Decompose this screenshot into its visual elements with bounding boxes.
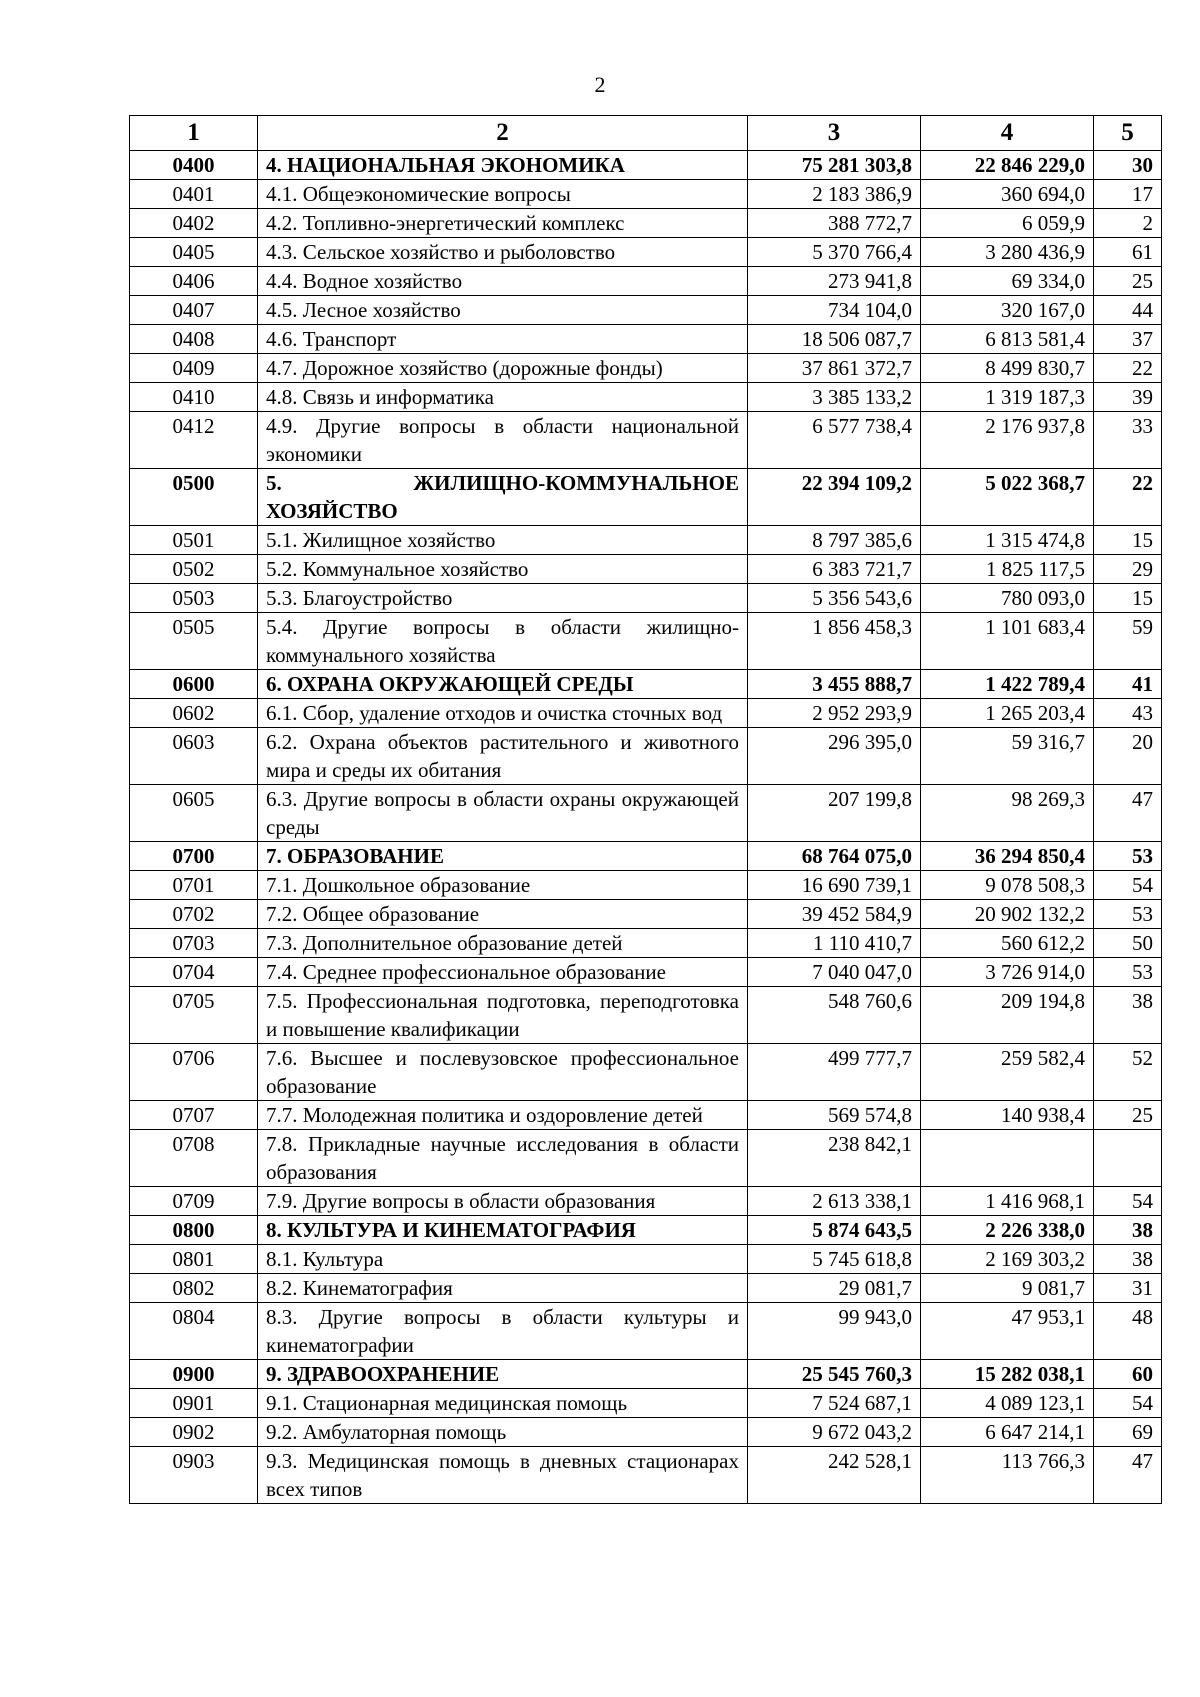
- table-row: [130, 929, 1162, 958]
- row-value-col5: 38: [1094, 1245, 1162, 1274]
- row-name: 4.2. Топливно-энергетический комплекс: [258, 209, 748, 238]
- row-value-col5: 31: [1094, 1274, 1162, 1303]
- table-row: [130, 555, 1162, 584]
- table-row: [130, 1418, 1162, 1447]
- row-value-col4: 47 953,1: [921, 1303, 1094, 1360]
- row-code: 0700: [130, 842, 258, 871]
- row-code: 0801: [130, 1245, 258, 1274]
- table-row: [130, 871, 1162, 900]
- column-header: 1: [130, 116, 258, 151]
- row-name: 7.2. Общее образование: [258, 900, 748, 929]
- row-value-col4: 9 081,7: [921, 1274, 1094, 1303]
- row-value-col5: 29: [1094, 555, 1162, 584]
- row-value-col4: 6 813 581,4: [921, 325, 1094, 354]
- row-value-col5: 50: [1094, 929, 1162, 958]
- table-row: [130, 325, 1162, 354]
- row-value-col4: 22 846 229,0: [921, 151, 1094, 180]
- row-value-col3: 1 856 458,3: [748, 613, 921, 670]
- row-value-col3: 8 797 385,6: [748, 526, 921, 555]
- row-value-col3: 2 183 386,9: [748, 180, 921, 209]
- row-value-col4: 140 938,4: [921, 1101, 1094, 1130]
- row-value-col3: 548 760,6: [748, 987, 921, 1044]
- table-row: [130, 526, 1162, 555]
- row-value-col3: 5 874 643,5: [748, 1216, 921, 1245]
- row-value-col5: 33: [1094, 412, 1162, 469]
- row-value-col4: 9 078 508,3: [921, 871, 1094, 900]
- row-code: 0401: [130, 180, 258, 209]
- table-row: [130, 238, 1162, 267]
- row-code: 0402: [130, 209, 258, 238]
- row-value-col5: 48: [1094, 1303, 1162, 1360]
- table-row: [130, 1130, 1162, 1187]
- row-value-col3: 5 356 543,6: [748, 584, 921, 613]
- row-value-col5: 54: [1094, 1389, 1162, 1418]
- row-value-col3: 37 861 372,7: [748, 354, 921, 383]
- row-value-col4: 69 334,0: [921, 267, 1094, 296]
- row-code: 0410: [130, 383, 258, 412]
- row-code: 0708: [130, 1130, 258, 1187]
- row-value-col3: 734 104,0: [748, 296, 921, 325]
- row-name: 4.7. Дорожное хозяйство (дорожные фонды): [258, 354, 748, 383]
- row-name: 7.5. Профессиональная подготовка, переподготовка и повышение квалификации: [258, 987, 748, 1044]
- row-value-col5: 53: [1094, 900, 1162, 929]
- row-code: 0605: [130, 785, 258, 842]
- column-header: 3: [748, 116, 921, 151]
- row-value-col4: 2 176 937,8: [921, 412, 1094, 469]
- row-value-col3: 18 506 087,7: [748, 325, 921, 354]
- row-code: 0703: [130, 929, 258, 958]
- row-value-col4: [921, 1130, 1094, 1187]
- row-name: 9.2. Амбулаторная помощь: [258, 1418, 748, 1447]
- row-value-col5: 38: [1094, 1216, 1162, 1245]
- row-name: 4. НАЦИОНАЛЬНАЯ ЭКОНОМИКА: [258, 151, 748, 180]
- table-row: [130, 1245, 1162, 1274]
- row-value-col5: 59: [1094, 613, 1162, 670]
- row-code: 0900: [130, 1360, 258, 1389]
- row-value-col5: 61: [1094, 238, 1162, 267]
- row-code: 0903: [130, 1447, 258, 1504]
- row-value-col5: 52: [1094, 1044, 1162, 1101]
- row-value-col4: 780 093,0: [921, 584, 1094, 613]
- row-value-col4: 113 766,3: [921, 1447, 1094, 1504]
- row-code: 0707: [130, 1101, 258, 1130]
- row-value-col5: 22: [1094, 354, 1162, 383]
- row-value-col4: 1 422 789,4: [921, 670, 1094, 699]
- row-value-col4: 259 582,4: [921, 1044, 1094, 1101]
- row-value-col3: 5 745 618,8: [748, 1245, 921, 1274]
- row-code: 0706: [130, 1044, 258, 1101]
- table-row: [130, 842, 1162, 871]
- table-row: [130, 1389, 1162, 1418]
- row-code: 0701: [130, 871, 258, 900]
- table-row: [130, 1447, 1162, 1504]
- row-code: 0600: [130, 670, 258, 699]
- row-name: 8.3. Другие вопросы в области культуры и кинематографии: [258, 1303, 748, 1360]
- row-name: 9.3. Медицинская помощь в дневных стационарах всех типов: [258, 1447, 748, 1504]
- table-row: [130, 1216, 1162, 1245]
- row-value-col3: 296 395,0: [748, 728, 921, 785]
- row-code: 0400: [130, 151, 258, 180]
- row-value-col4: 15 282 038,1: [921, 1360, 1094, 1389]
- row-value-col4: 4 089 123,1: [921, 1389, 1094, 1418]
- row-value-col3: 7 040 047,0: [748, 958, 921, 987]
- table-row: [130, 296, 1162, 325]
- row-value-col4: 560 612,2: [921, 929, 1094, 958]
- table-row: [130, 1101, 1162, 1130]
- row-value-col3: 5 370 766,4: [748, 238, 921, 267]
- row-code: 0602: [130, 699, 258, 728]
- row-value-col4: 59 316,7: [921, 728, 1094, 785]
- row-name: 4.3. Сельское хозяйство и рыболовство: [258, 238, 748, 267]
- row-value-col5: 69: [1094, 1418, 1162, 1447]
- row-code: 0405: [130, 238, 258, 267]
- table-row: [130, 728, 1162, 785]
- row-code: 0409: [130, 354, 258, 383]
- table-row: [130, 1303, 1162, 1360]
- row-name: 6.2. Охрана объектов растительного и животного мира и среды их обитания: [258, 728, 748, 785]
- row-value-col4: 2 169 303,2: [921, 1245, 1094, 1274]
- row-code: 0505: [130, 613, 258, 670]
- row-value-col5: 25: [1094, 1101, 1162, 1130]
- row-value-col3: 29 081,7: [748, 1274, 921, 1303]
- row-value-col3: 22 394 109,2: [748, 469, 921, 526]
- row-value-col4: 209 194,8: [921, 987, 1094, 1044]
- budget-table: [129, 115, 1162, 1504]
- row-value-col5: 41: [1094, 670, 1162, 699]
- table-row: [130, 354, 1162, 383]
- row-code: 0500: [130, 469, 258, 526]
- table-row: [130, 383, 1162, 412]
- table-row: [130, 1187, 1162, 1216]
- row-code: 0704: [130, 958, 258, 987]
- row-value-col4: 1 101 683,4: [921, 613, 1094, 670]
- row-value-col3: 3 385 133,2: [748, 383, 921, 412]
- row-value-col5: 22: [1094, 469, 1162, 526]
- row-name: 8.2. Кинематография: [258, 1274, 748, 1303]
- row-value-col3: 6 383 721,7: [748, 555, 921, 584]
- row-name: 9.1. Стационарная медицинская помощь: [258, 1389, 748, 1418]
- row-value-col3: 68 764 075,0: [748, 842, 921, 871]
- row-value-col5: 25: [1094, 267, 1162, 296]
- row-value-col3: 9 672 043,2: [748, 1418, 921, 1447]
- table-row: [130, 209, 1162, 238]
- table-row: [130, 613, 1162, 670]
- row-value-col3: 238 842,1: [748, 1130, 921, 1187]
- row-value-col5: 43: [1094, 699, 1162, 728]
- row-value-col3: 75 281 303,8: [748, 151, 921, 180]
- row-value-col5: 53: [1094, 842, 1162, 871]
- row-code: 0902: [130, 1418, 258, 1447]
- row-name: 6.3. Другие вопросы в области охраны окружающей среды: [258, 785, 748, 842]
- column-header: 5: [1094, 116, 1162, 151]
- row-name: 8. КУЛЬТУРА И КИНЕМАТОГРАФИЯ: [258, 1216, 748, 1245]
- row-value-col3: 2 952 293,9: [748, 699, 921, 728]
- row-value-col5: 15: [1094, 526, 1162, 555]
- row-value-col3: 7 524 687,1: [748, 1389, 921, 1418]
- row-value-col4: 1 416 968,1: [921, 1187, 1094, 1216]
- row-name: 4.9. Другие вопросы в области национальной экономики: [258, 412, 748, 469]
- row-value-col4: 3 726 914,0: [921, 958, 1094, 987]
- table-row: [130, 1360, 1162, 1389]
- row-code: 0804: [130, 1303, 258, 1360]
- table-row: [130, 469, 1162, 526]
- row-name: 7.9. Другие вопросы в области образования: [258, 1187, 748, 1216]
- row-value-col3: 39 452 584,9: [748, 900, 921, 929]
- row-name: 5.1. Жилищное хозяйство: [258, 526, 748, 555]
- row-value-col5: 47: [1094, 785, 1162, 842]
- row-value-col3: 569 574,8: [748, 1101, 921, 1130]
- table-row: [130, 699, 1162, 728]
- row-code: 0603: [130, 728, 258, 785]
- row-value-col4: 1 319 187,3: [921, 383, 1094, 412]
- row-code: 0502: [130, 555, 258, 584]
- row-value-col4: 1 315 474,8: [921, 526, 1094, 555]
- row-value-col3: 3 455 888,7: [748, 670, 921, 699]
- table-row: [130, 785, 1162, 842]
- row-value-col3: 16 690 739,1: [748, 871, 921, 900]
- row-code: 0901: [130, 1389, 258, 1418]
- row-value-col3: 499 777,7: [748, 1044, 921, 1101]
- row-name: 9. ЗДРАВООХРАНЕНИЕ: [258, 1360, 748, 1389]
- row-value-col5: 54: [1094, 871, 1162, 900]
- row-name: 7.1. Дошкольное образование: [258, 871, 748, 900]
- row-value-col5: 20: [1094, 728, 1162, 785]
- row-name: 8.1. Культура: [258, 1245, 748, 1274]
- row-code: 0406: [130, 267, 258, 296]
- table-row: [130, 900, 1162, 929]
- row-name: 4.4. Водное хозяйство: [258, 267, 748, 296]
- table-row: [130, 267, 1162, 296]
- row-name: 7.6. Высшее и послевузовское профессиональное образование: [258, 1044, 748, 1101]
- row-value-col4: 20 902 132,2: [921, 900, 1094, 929]
- row-code: 0802: [130, 1274, 258, 1303]
- row-value-col4: 2 226 338,0: [921, 1216, 1094, 1245]
- table-row: [130, 584, 1162, 613]
- table-row: [130, 670, 1162, 699]
- row-value-col5: 37: [1094, 325, 1162, 354]
- row-value-col4: 6 059,9: [921, 209, 1094, 238]
- row-code: 0412: [130, 412, 258, 469]
- row-name: 4.8. Связь и информатика: [258, 383, 748, 412]
- row-value-col3: 388 772,7: [748, 209, 921, 238]
- row-name: 6.1. Сбор, удаление отходов и очистка сточных вод: [258, 699, 748, 728]
- row-code: 0503: [130, 584, 258, 613]
- row-name: 5.2. Коммунальное хозяйство: [258, 555, 748, 584]
- row-value-col5: 60: [1094, 1360, 1162, 1389]
- row-code: 0408: [130, 325, 258, 354]
- row-value-col5: 54: [1094, 1187, 1162, 1216]
- row-name: 6. ОХРАНА ОКРУЖАЮЩЕЙ СРЕДЫ: [258, 670, 748, 699]
- row-value-col4: 320 167,0: [921, 296, 1094, 325]
- row-code: 0705: [130, 987, 258, 1044]
- row-value-col4: 36 294 850,4: [921, 842, 1094, 871]
- row-value-col3: 207 199,8: [748, 785, 921, 842]
- table-body: [130, 151, 1162, 1504]
- table-row: [130, 1274, 1162, 1303]
- row-value-col4: 98 269,3: [921, 785, 1094, 842]
- row-value-col5: 30: [1094, 151, 1162, 180]
- row-value-col3: 25 545 760,3: [748, 1360, 921, 1389]
- row-value-col5: 53: [1094, 958, 1162, 987]
- row-value-col5: 17: [1094, 180, 1162, 209]
- table-header-row: [130, 116, 1162, 151]
- row-code: 0407: [130, 296, 258, 325]
- row-value-col5: 15: [1094, 584, 1162, 613]
- row-value-col4: 3 280 436,9: [921, 238, 1094, 267]
- column-header: 2: [258, 116, 748, 151]
- row-value-col3: 99 943,0: [748, 1303, 921, 1360]
- row-value-col5: 2: [1094, 209, 1162, 238]
- row-value-col4: 1 265 203,4: [921, 699, 1094, 728]
- row-value-col3: 2 613 338,1: [748, 1187, 921, 1216]
- row-value-col5: 39: [1094, 383, 1162, 412]
- row-name: 7.8. Прикладные научные исследования в области образования: [258, 1130, 748, 1187]
- row-value-col4: 5 022 368,7: [921, 469, 1094, 526]
- row-value-col4: 8 499 830,7: [921, 354, 1094, 383]
- row-code: 0702: [130, 900, 258, 929]
- row-name: 7. ОБРАЗОВАНИЕ: [258, 842, 748, 871]
- row-value-col3: 6 577 738,4: [748, 412, 921, 469]
- row-value-col4: 1 825 117,5: [921, 555, 1094, 584]
- row-value-col3: 1 110 410,7: [748, 929, 921, 958]
- page-number: 2: [594, 72, 606, 97]
- row-name: 5.4. Другие вопросы в области жилищно-коммунального хозяйства: [258, 613, 748, 670]
- row-value-col5: [1094, 1130, 1162, 1187]
- row-name: 7.7. Молодежная политика и оздоровление детей: [258, 1101, 748, 1130]
- row-name: 5.3. Благоустройство: [258, 584, 748, 613]
- row-name: 4.1. Общеэкономические вопросы: [258, 180, 748, 209]
- table-row: [130, 987, 1162, 1044]
- row-value-col3: 273 941,8: [748, 267, 921, 296]
- row-value-col4: 360 694,0: [921, 180, 1094, 209]
- table-row: [130, 180, 1162, 209]
- row-name: 4.5. Лесное хозяйство: [258, 296, 748, 325]
- table-row: [130, 1044, 1162, 1101]
- row-name: 5. ЖИЛИЩНО-КОММУНАЛЬНОЕ ХОЗЯЙСТВО: [258, 469, 748, 526]
- row-value-col4: 6 647 214,1: [921, 1418, 1094, 1447]
- row-code: 0501: [130, 526, 258, 555]
- row-value-col5: 44: [1094, 296, 1162, 325]
- row-value-col5: 38: [1094, 987, 1162, 1044]
- row-code: 0800: [130, 1216, 258, 1245]
- table-row: [130, 958, 1162, 987]
- row-code: 0709: [130, 1187, 258, 1216]
- table-row: [130, 412, 1162, 469]
- row-name: 4.6. Транспорт: [258, 325, 748, 354]
- row-value-col5: 47: [1094, 1447, 1162, 1504]
- row-value-col3: 242 528,1: [748, 1447, 921, 1504]
- row-name: 7.3. Дополнительное образование детей: [258, 929, 748, 958]
- table-row: [130, 151, 1162, 180]
- row-name: 7.4. Среднее профессиональное образование: [258, 958, 748, 987]
- column-header: 4: [921, 116, 1094, 151]
